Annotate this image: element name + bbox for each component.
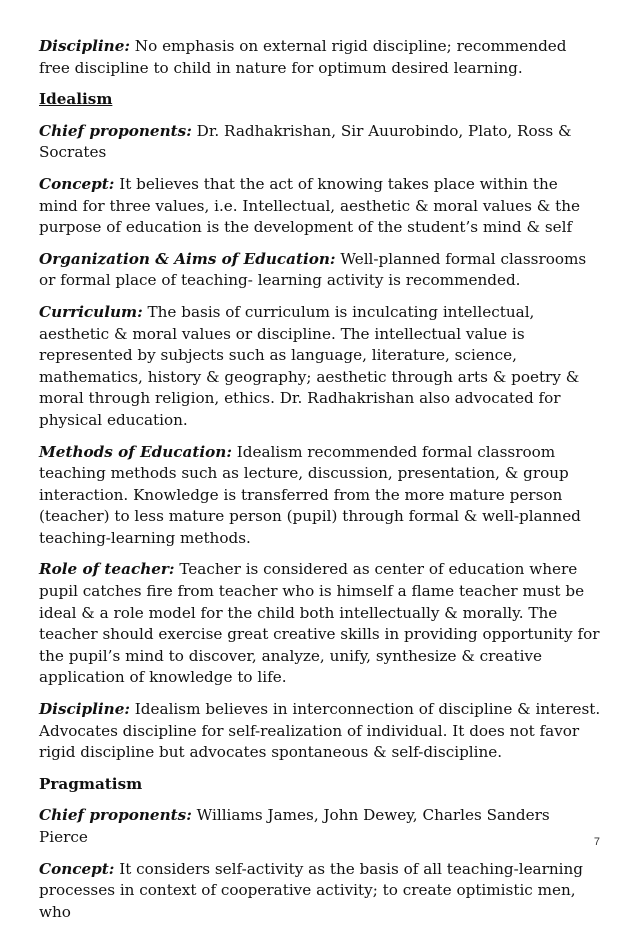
term-label: Organization & Aims of Education:	[39, 249, 336, 268]
section-heading-pragmatism: Pragmatism	[39, 774, 143, 793]
term-label: Chief proponents:	[39, 806, 192, 825]
section-heading-idealism: Idealism	[39, 90, 113, 109]
term-label: Discipline:	[39, 700, 130, 719]
page-number: 7	[593, 836, 600, 848]
paragraph-text: Dr. Radhakrishan, Sir Auurobindo, Plato, Ross & Socrates	[39, 121, 572, 162]
paragraph-curriculum	[39, 302, 601, 432]
paragraph-methods-of-education	[39, 442, 601, 550]
paragraph-discipline-naturalism	[39, 36, 601, 79]
document-page	[39, 36, 601, 933]
paragraph-text: It believes that the act of knowing takes place within the mind for three values, i.e. Intellectual, aesthetic & moral values & the purpose of education is the development of the student’s mind & self	[39, 174, 580, 237]
paragraph-concept-idealism	[39, 174, 601, 239]
paragraph-chief-proponents-idealism	[39, 121, 601, 164]
paragraph-text: No emphasis on external rigid discipline; recommended free discipline to child in nature for optimum desired learning.	[39, 37, 567, 77]
paragraph-text: Teacher is considered as center of education where pupil catches fire from teacher who is himself a flame teacher must be ideal & a role model for the child both intellectually & morally. The teacher should exercise great creative skills in providing opportunity for the pupil’s mind to discover, analyze, unify, synthesize & creative application of knowledge to life.	[39, 560, 600, 687]
paragraph-text: Idealism believes in interconnection of discipline & interest. Advocates discipline for self-realization of individual. It does not favor rigid discipline but advocates spontaneous & self-discipline.	[39, 700, 601, 762]
paragraph-text: Idealism recommended formal classroom teaching methods such as lecture, discussion, presentation, & group interaction. Knowledge is transferred from the more mature person (teacher) to less mature person (pupil) through formal & well-planned teaching-learning methods.	[39, 442, 581, 547]
paragraph-chief-proponents-pragmatism	[39, 805, 601, 848]
paragraph-discipline-idealism	[39, 699, 601, 764]
paragraph-text: Williams James, John Dewey, Charles Sanders Pierce	[39, 806, 550, 846]
term-label: Chief proponents:	[39, 121, 192, 140]
paragraph-role-of-teacher	[39, 559, 601, 689]
term-label: Methods of Education:	[39, 442, 232, 461]
term-label: Concept:	[39, 859, 115, 878]
paragraph-text: Well-planned formal classrooms or formal place of teaching- learning activity is recommended.	[39, 249, 587, 290]
paragraph-text: The basis of curriculum is inculcating intellectual, aesthetic & moral values or discipline. The intellectual value is represented by subjects such as language, literature, science, mathematics, history & geography; aesthetic through arts & poetry & moral through religion, ethics. Dr. Radhakrishan also advocated for physical education.	[39, 302, 580, 429]
term-label: Curriculum:	[39, 302, 143, 321]
paragraph-text: It considers self-activity as the basis of all teaching-learning processes in context of cooperative activity; to create optimistic men, who	[39, 859, 584, 921]
term-label: Concept:	[39, 174, 115, 193]
paragraph-organization-aims	[39, 249, 601, 292]
term-label: Role of teacher:	[39, 560, 175, 579]
term-label: Discipline:	[39, 37, 130, 55]
paragraph-concept-pragmatism	[39, 859, 601, 924]
